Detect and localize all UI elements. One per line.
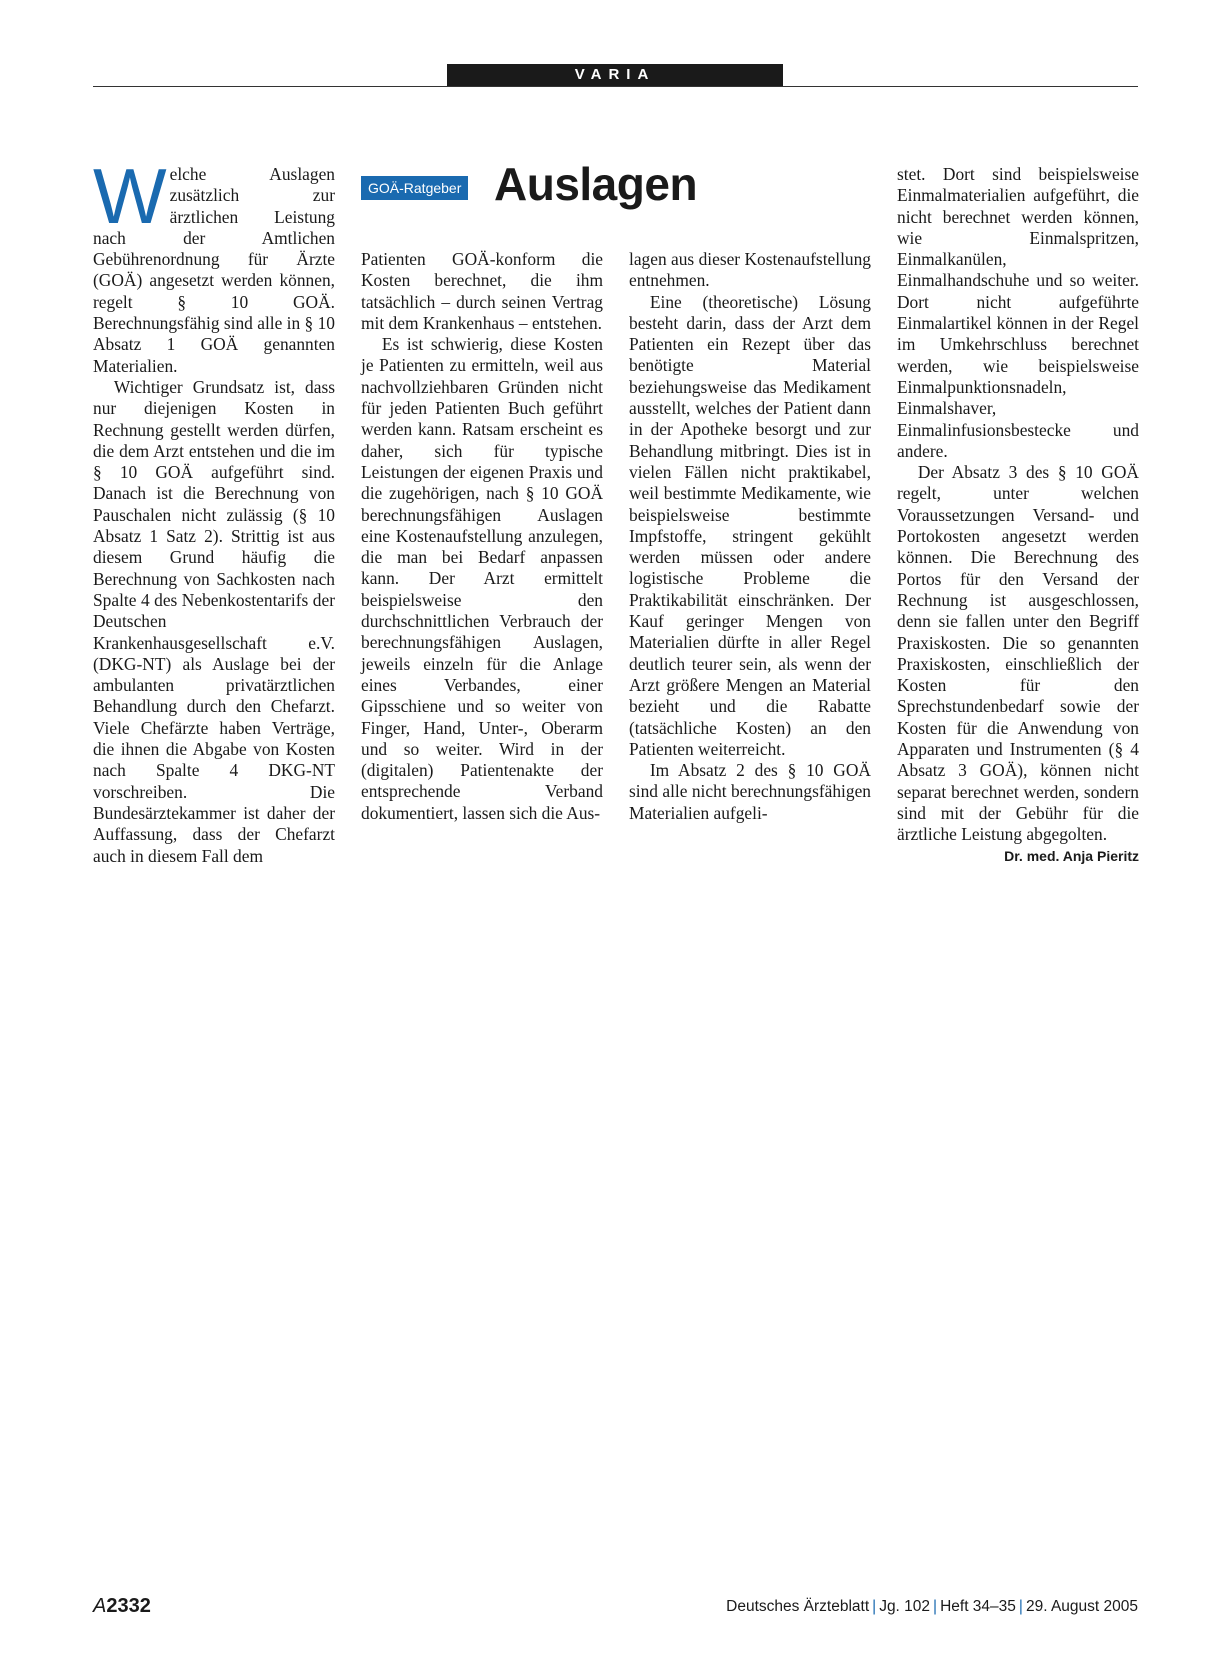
journal-issue: Heft 34–35 — [940, 1598, 1016, 1615]
separator: | — [872, 1598, 877, 1615]
paragraph-intro: Welche Auslagen zusätzlich zur ärztlichen Leistung nach der Amtlichen Gebührenordnung für Ärzte (GOÄ) angesetzt werden können, regelt § 10 GOÄ. Berechnungsfähig sind alle in § 10 Absatz 1 GOÄ genannten Materialien. — [93, 152, 335, 376]
column-3 — [629, 249, 871, 824]
journal-date: 29. August 2005 — [1025, 1598, 1138, 1615]
journal-volume: Jg. 102 — [879, 1598, 931, 1615]
author-name: Dr. med. Anja Pieritz — [1004, 847, 1139, 864]
section-label: VARIA — [447, 64, 783, 86]
separator: | — [933, 1598, 938, 1615]
paragraph-last: Der Absatz 3 des § 10 GOÄ regelt, unter welchen Voraussetzungen Versand- und Portokosten angesetzt werden können. Die Berechnung des Portos für den Versand der Rechnung ist ausgeschlossen, denn sie fallen unter den Begriff Praxiskosten. Die so genannten Praxiskosten, einschließlich der Kosten für den Sprechstundenbedarf sowie der Kosten für die Anwendung von Apparaten und Instrumenten (§ 4 Absatz 3 GOÄ), können nicht separat berechnet werden, sondern sind mit der Gebühr für die ärztliche Leistung abgegolten. Dr. med. Anja Pieritz — [897, 462, 1139, 845]
page-number-value: 2332 — [106, 1595, 151, 1617]
journal-info — [726, 1597, 1138, 1617]
journal-name: Deutsches Ärzteblatt — [726, 1598, 870, 1615]
column-2 — [361, 249, 603, 824]
column-1 — [93, 152, 335, 867]
paragraph: Patienten GOÄ-konform die Kosten berechnet, die ihm tatsächlich – durch seinen Vertrag mit dem Krankenhaus – entstehen. — [361, 249, 603, 333]
drop-cap: W — [93, 152, 167, 240]
page-prefix: A — [93, 1595, 107, 1617]
paragraph: stet. Dort sind beispielsweise Einmalmaterialien aufgeführt, die nicht berechnet werden können, wie Einmalspritzen, Einmalkanülen, Einmalhandschuhe und so weiter. Dort nicht aufgeführte Einmalartikel können in der Regel im Umkehrschluss berechnet werden, wie beispielsweise Einmalpunktionsnadeln, Einmalshaver, Einmalinfusionsbestecke und andere. — [897, 164, 1139, 461]
paragraph: Wichtiger Grundsatz ist, dass nur diejenigen Kosten in Rechnung gestellt werden dürfen, die dem Arzt entstehen und die im § 10 GOÄ aufgeführt sind. Danach ist die Berechnung von Pauschalen nicht zulässig (§ 10 Absatz 1 Satz 2). Strittig ist aus diesem Grund häufig die Berechnung von Sachkosten nach Spalte 4 des Nebenkostentarifs der Deutschen Krankenhausgesellschaft e.V. (DKG-NT) als Auslage bei der ambulanten privatärztlichen Behandlung durch den Chefarzt. Viele Chefärzte haben Verträge, die ihnen die Abgabe von Kosten nach Spalte 4 DKG-NT vorschreiben. Die Bundesärztekammer ist daher der Auffassung, dass der Chefarzt auch in diesem Fall dem — [93, 376, 335, 866]
category-tag: GOÄ-Ratgeber — [361, 176, 468, 200]
paragraph: lagen aus dieser Kostenaufstellung entnehmen. — [629, 249, 871, 291]
column-4 — [897, 164, 1139, 867]
page-number — [93, 1594, 151, 1618]
paragraph: Eine (theoretische) Lösung besteht darin, dass der Arzt dem Patienten ein Rezept über das benötigte Material beziehungsweise das Medikament ausstellt, welches der Patient dann in der Apotheke besorgt und zur Behandlung mitbringt. Dies ist in vielen Fällen nicht praktikabel, weil bestimmte Medikamente, wie beispielsweise bestimmte Impfstoffe, stringent gekühlt werden müssen oder andere logistische Probleme die Praktikabilität einschränken. Der Kauf geringer Mengen von Materialien dürfte in aller Regel deutlich teurer sein, als wenn der Arzt größere Mengen an Material bezieht und die Rabatte (tatsächliche Kosten) an den Patienten weiterreicht. — [629, 291, 871, 759]
separator: | — [1018, 1598, 1023, 1615]
article-headline: Auslagen — [494, 158, 698, 210]
paragraph: Es ist schwierig, diese Kosten je Patienten zu ermitteln, weil aus nachvollziehbaren Gründen nicht für jeden Patienten Buch geführt werden kann. Ratsam erscheint es daher, sich für typische Leistungen der eigenen Praxis und die zugehörigen, nach § 10 GOÄ berechnungsfähigen Auslagen eine Kostenaufstellung anzulegen, die man bei Bedarf anpassen kann. Der Arzt ermittelt beispielsweise den durchschnittlichen Verbrauch der berechnungsfähigen Auslagen, jeweils einzeln für die Anlage eines Verbandes, einer Gipsschiene und so weiter von Finger, Hand, Unter-, Oberarm und so weiter. Wird in der (digitalen) Patientenakte der entsprechende Verband dokumentiert, lassen sich die Aus- — [361, 334, 603, 823]
paragraph: Im Absatz 2 des § 10 GOÄ sind alle nicht berechnungsfähigen Materialien aufgeli- — [629, 760, 871, 823]
header-rule — [93, 86, 1138, 87]
